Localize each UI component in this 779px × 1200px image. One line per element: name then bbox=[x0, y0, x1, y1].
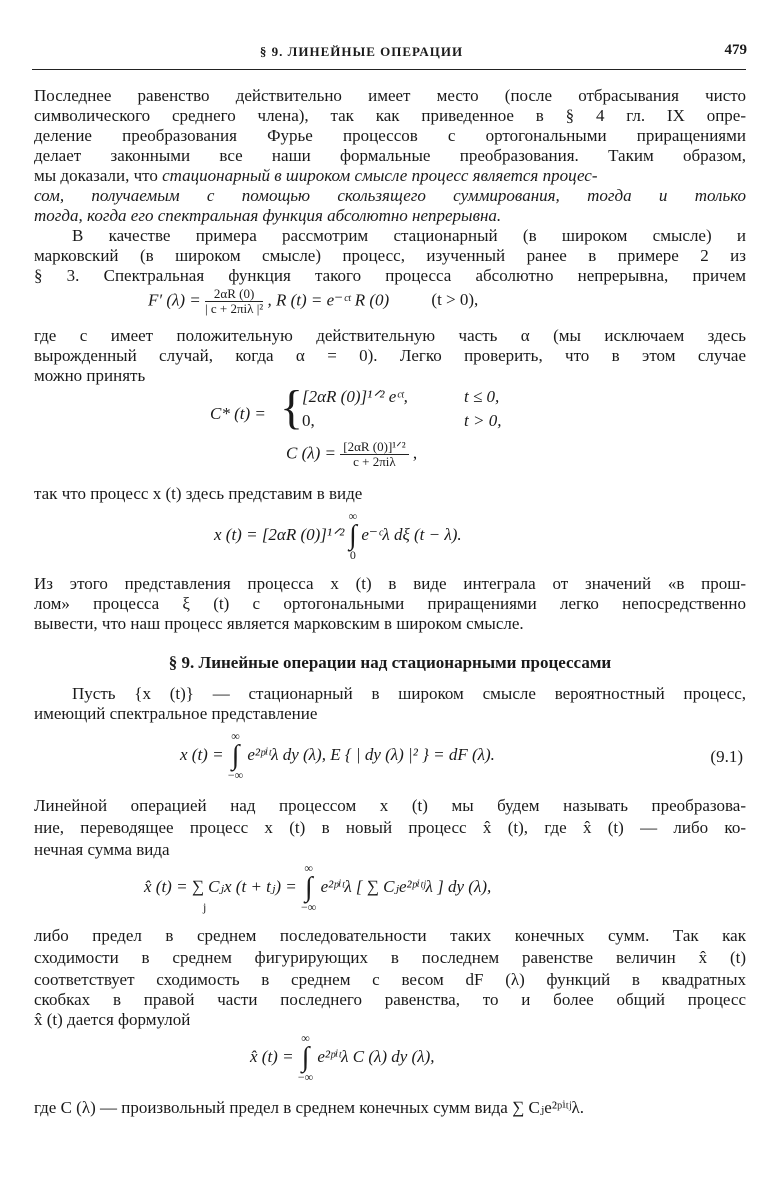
text-line: Линейной операцией над процессом x (t) мы будем называть преобразова- bbox=[34, 796, 746, 815]
equation-number: (9.1) bbox=[710, 747, 743, 766]
equation-9-1 bbox=[180, 730, 495, 782]
integral-sign: ∞ ∫ −∞ bbox=[301, 861, 317, 914]
eq-lhs: F′ (λ) = bbox=[148, 290, 201, 310]
eq-comma: , bbox=[412, 443, 418, 463]
text-span: мы доказали, что bbox=[34, 166, 158, 185]
running-header bbox=[32, 42, 747, 66]
lower-limit: −∞ bbox=[227, 768, 244, 782]
integral-sign: ∞ ∫ −∞ bbox=[227, 729, 244, 782]
upper-limit: ∞ bbox=[304, 861, 313, 875]
fraction bbox=[340, 440, 408, 469]
eq-rhs: e⁻ᶜλ dξ (t − λ). bbox=[361, 524, 462, 544]
text-line: так что процесс x (t) здесь представим в виде bbox=[34, 484, 363, 503]
text-line: вывести, что наш процесс является марковским в широком смысле. bbox=[34, 614, 524, 633]
text-line: делает законными все наши формальные преобразования. Таким образом, bbox=[34, 146, 746, 165]
section-heading: § 9. Линейные операции над стационарными процессами bbox=[168, 653, 612, 672]
eq-case: 0, bbox=[302, 411, 315, 430]
eq-lhs: C (λ) = bbox=[286, 443, 336, 463]
theorem-text: сом, получаемым с помощью скользящего суммирования, тогда и только bbox=[34, 186, 746, 205]
eq-rhs: e²ᵖⁱᵗλ dy (λ), E { | dy (λ) |² } = dF (λ). bbox=[247, 744, 495, 764]
theorem-line bbox=[34, 186, 746, 206]
eq-lhs: C* (t) = bbox=[210, 404, 266, 423]
left-brace: { bbox=[280, 381, 304, 434]
text-line: Из этого представления процесса x (t) в виде интеграла от значений «в прош- bbox=[34, 574, 746, 593]
eq-case: [2αR (0)]¹ᐟ² eᶜᵗ, bbox=[302, 387, 408, 406]
numerator: 2αR (0) bbox=[205, 287, 263, 302]
upper-limit: ∞ bbox=[348, 509, 358, 523]
running-title: § 9. ЛИНЕЙНЫЕ ОПЕРАЦИИ bbox=[259, 44, 464, 59]
text-line: В качестве примера рассмотрим стационарный (в широком смысле) и bbox=[72, 226, 746, 245]
eq-lhs: x̂ (t) = bbox=[250, 1046, 294, 1066]
theorem-text: тогда, когда его спектральная функция абсолютно непрерывна. bbox=[34, 206, 502, 225]
theorem-line bbox=[34, 206, 746, 226]
text-line: вырожденный случай, когда α = 0). Легко проверить, что в этом случае bbox=[34, 346, 746, 365]
text-line: где c имеет положительную действительную часть α (мы исключаем здесь bbox=[34, 326, 746, 345]
equation-linear-sum bbox=[144, 862, 491, 914]
text-line: сходимости в среднем фигурирующих в последнем равенстве величин x̂ (t) bbox=[34, 948, 746, 967]
lower-limit: −∞ bbox=[301, 900, 317, 914]
text-line bbox=[34, 166, 746, 186]
text-line: либо предел в среднем последовательности таких конечных сумм. Так как bbox=[34, 926, 746, 945]
text-line: лом» процесса ξ (t) с ортогональными приращениями легко непосредственно bbox=[34, 594, 746, 613]
eq-case-condition: t ≤ 0, bbox=[464, 387, 500, 406]
eq-case-condition: t > 0, bbox=[464, 411, 502, 430]
text-line: соответствует сходимость в среднем с весом dF (λ) функций в квадратных bbox=[34, 970, 746, 989]
text-line: где C (λ) — произвольный предел в среднем конечных сумм вида ∑ Cⱼe²ᵖⁱᵗʲλ. bbox=[34, 1098, 585, 1117]
sum-index: j bbox=[203, 900, 207, 914]
equation-transfer bbox=[286, 440, 417, 469]
numerator: [2αR (0)]¹ᐟ² bbox=[340, 440, 408, 455]
lower-limit: 0 bbox=[349, 548, 356, 562]
text-line: x̂ (t) дается формулой bbox=[34, 1010, 191, 1029]
lower-limit: −∞ bbox=[297, 1070, 314, 1084]
equation-integral bbox=[214, 510, 462, 562]
eq-lhs: x (t) = [2αR (0)]¹ᐟ² bbox=[214, 524, 345, 544]
eq-rhs: e²ᵖⁱᵗλ [ ∑ Cⱼe²ᵖⁱᵗʲλ ] dy (λ), bbox=[320, 876, 492, 896]
text-line: можно принять bbox=[34, 366, 146, 385]
denominator: c + 2πiλ bbox=[353, 454, 396, 469]
text-line: символического среднего члена), так как приведенное в § 4 гл. IX опре- bbox=[34, 106, 746, 125]
eq-part: , R (t) = e⁻ᶜᵗ R (0) bbox=[267, 290, 390, 310]
equation-general-form bbox=[250, 1032, 434, 1084]
text-line: нечная сумма вида bbox=[34, 840, 170, 859]
eq-lhs: x (t) = bbox=[180, 744, 224, 764]
upper-limit: ∞ bbox=[231, 729, 240, 743]
header-rule bbox=[32, 69, 746, 70]
text-line: деление преобразования Фурье процессов с ортогональными приращениями bbox=[34, 126, 746, 145]
eq-condition: (t > 0), bbox=[431, 290, 479, 310]
theorem-text: стационарный в широком смысле процесс является процес- bbox=[162, 166, 598, 185]
text-line: Пусть {x (t)} — стационарный в широком смысле вероятностный процесс, bbox=[72, 684, 746, 703]
text-line: имеющий спектральное представление bbox=[34, 704, 318, 723]
text-line: марковский (в широком смысле) процесс, изученный ранее в примере 2 из bbox=[34, 246, 746, 265]
text-line: скобках в правой части последнего равенства, то и более общий процесс bbox=[34, 990, 746, 1009]
denominator: | c + 2πiλ |² bbox=[205, 301, 264, 316]
equation-spectral-density bbox=[148, 287, 478, 316]
text-line: Последнее равенство действительно имеет место (после отбрасывания чисто bbox=[34, 86, 746, 105]
upper-limit: ∞ bbox=[301, 1031, 310, 1045]
text-line: ние, переводящее процесс x (t) в новый процесс x̂ (t), где x̂ (t) — либо ко- bbox=[34, 818, 746, 837]
integral-sign: ∞ ∫ −∞ bbox=[297, 1031, 314, 1084]
eq-lhs: x̂ (t) = ∑ Cⱼx (t + tⱼ) = bbox=[144, 876, 297, 896]
integral-sign: ∞ ∫ 0 bbox=[348, 509, 358, 562]
fraction bbox=[205, 287, 263, 316]
eq-rhs: e²ᵖⁱᵗλ C (λ) dy (λ), bbox=[317, 1046, 435, 1066]
page-number: 479 bbox=[724, 42, 747, 58]
text-line: § 3. Спектральная функция такого процесса абсолютно непрерывна, причем bbox=[34, 266, 746, 285]
